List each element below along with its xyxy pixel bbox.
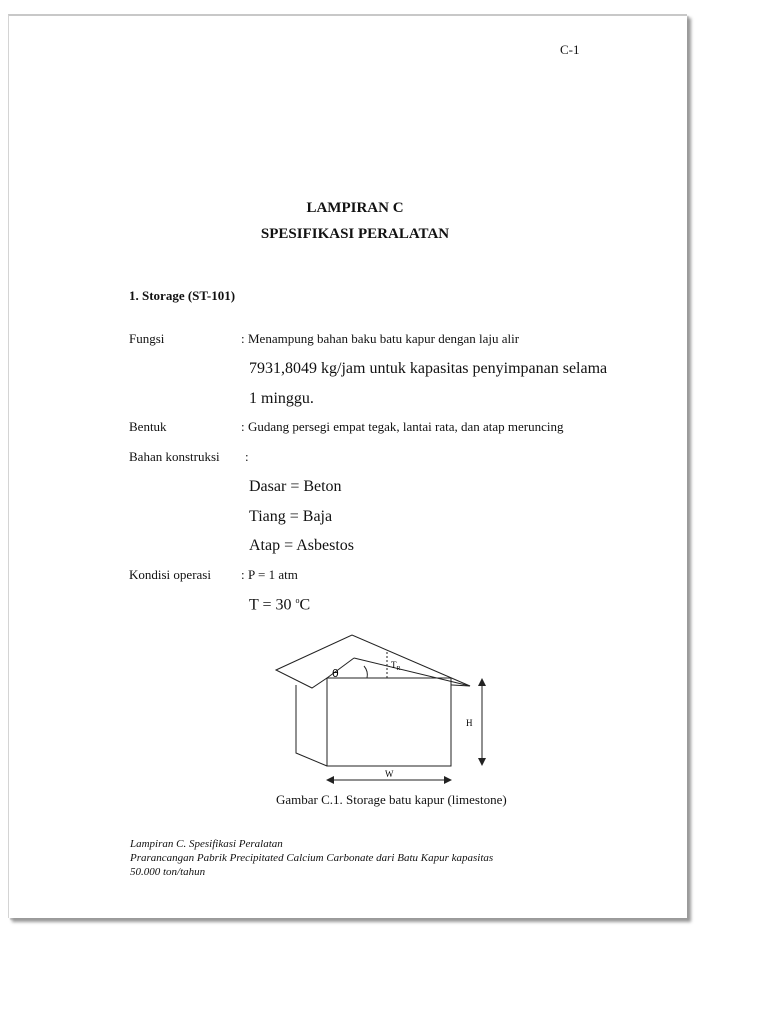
height-arrow-bottom — [478, 758, 486, 766]
height-label: H — [466, 718, 473, 728]
bahan-colon: : — [245, 449, 249, 464]
width-arrow-left — [326, 776, 334, 784]
bentuk-value: Gudang persegi empat tegak, lantai rata, dan atap meruncing — [248, 419, 564, 434]
kondisi-temperature: T = 30 $^o$C — [249, 596, 311, 614]
roof-height-label: $T_R$ — [391, 660, 401, 672]
footer-line-3: 50.000 ton/tahun — [130, 866, 206, 878]
fungsi-line-1: Menampung bahan baku batu kapur dengan laju alir — [248, 331, 520, 346]
side-wall — [296, 685, 327, 766]
footer-line-1: Lampiran C. Spesifikasi Peralatan — [130, 838, 283, 850]
kondisi-colon: : — [241, 567, 245, 582]
section-heading: 1. Storage (ST-101) — [129, 288, 236, 303]
kondisi-label: Kondisi operasi — [129, 567, 211, 582]
fungsi-line-3: 1 minggu. — [249, 390, 314, 407]
storage-diagram — [262, 618, 502, 790]
fungsi-label: Fungsi — [129, 331, 165, 346]
footer-line-2: Prarancangan Pabrik Precipitated Calcium Carbonate dari Batu Kapur kapasitas — [130, 852, 494, 864]
bentuk-label: Bentuk — [129, 419, 167, 434]
front-wall — [327, 678, 451, 766]
bahan-item-atap: Atap = Asbestos — [249, 537, 355, 554]
fungsi-colon: : — [241, 331, 245, 346]
document-title: LAMPIRAN C — [306, 200, 404, 216]
width-label: W — [385, 769, 394, 779]
figure-caption: Gambar C.1. Storage batu kapur (limestone) — [276, 792, 507, 807]
bahan-label: Bahan konstruksi — [129, 449, 220, 464]
bahan-item-tiang: Tiang = Baja — [249, 508, 333, 525]
width-arrow-right — [444, 776, 452, 784]
document-subtitle: SPESIFIKASI PERALATAN — [260, 226, 450, 242]
bahan-item-dasar: Dasar = Beton — [249, 478, 342, 495]
height-arrow-top — [478, 678, 486, 686]
fungsi-line-2: 7931,8049 kg/jam untuk kapasitas penyimpanan selama — [249, 360, 608, 377]
bentuk-colon: : — [241, 419, 245, 434]
page-number: C-1 — [560, 42, 580, 57]
kondisi-pressure: P = 1 atm — [248, 567, 298, 582]
theta-label: θ — [332, 667, 339, 680]
